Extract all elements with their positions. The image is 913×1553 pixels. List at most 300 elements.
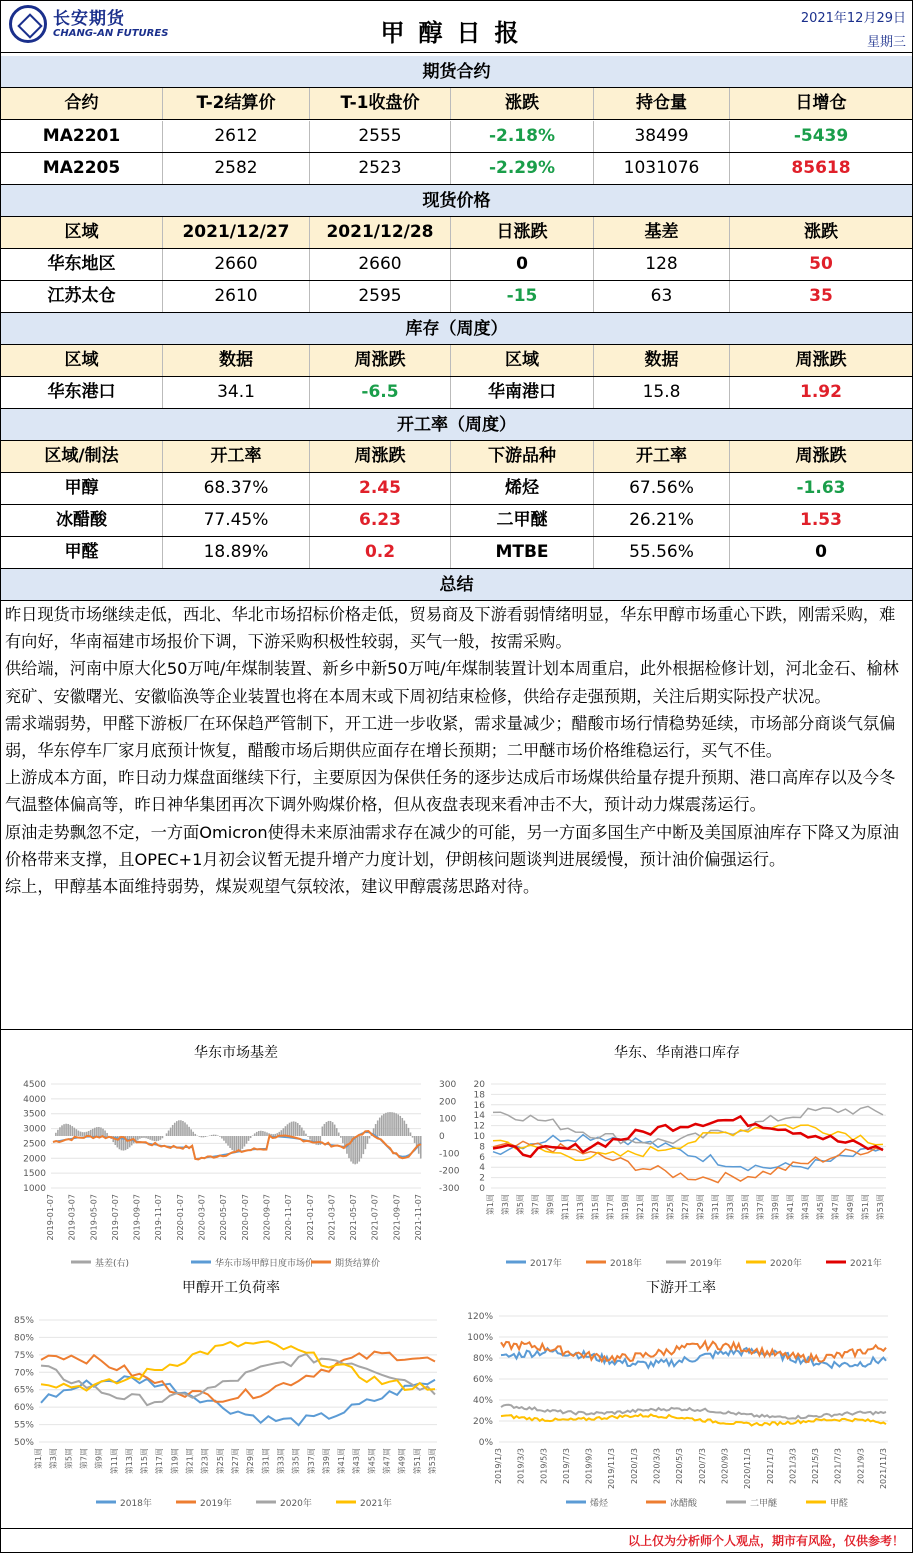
basis-bar	[342, 1136, 344, 1143]
basis-bar	[151, 1136, 153, 1141]
x-tick-label: 2019-01-07	[46, 1194, 55, 1241]
basis-bar	[141, 1136, 143, 1138]
y-tick-label: 6	[479, 1152, 485, 1163]
y-tick-label: 200	[439, 1097, 457, 1108]
basis-bar	[326, 1122, 328, 1136]
basis-bar	[192, 1132, 194, 1136]
basis-bar	[322, 1127, 324, 1136]
x-tick-label: 2019-05-07	[89, 1194, 99, 1241]
x-tick-label: 2021/5/3	[811, 1448, 821, 1484]
basis-bar	[153, 1136, 155, 1141]
x-tick-label: 第29周	[696, 1194, 705, 1221]
basis-bar	[274, 1134, 276, 1136]
basis-bar	[389, 1112, 391, 1136]
y-tick-label: -200	[439, 1166, 460, 1177]
x-tick-label: 2019/5/3	[539, 1448, 549, 1484]
report-header	[1, 1, 912, 53]
basis-bar	[231, 1136, 233, 1150]
operating-header-cell: 下游品种	[451, 441, 594, 472]
basis-bar	[219, 1136, 221, 1137]
legend-label: 2021年	[850, 1259, 882, 1269]
x-tick-label: 2021-11-07	[414, 1194, 423, 1241]
spot-cell: 华东地区	[1, 249, 163, 280]
basis-bar	[309, 1136, 311, 1140]
spot-header-cell: 涨跌	[804, 222, 838, 242]
basis-bar	[57, 1130, 59, 1136]
x-tick-label: 2021-09-07	[392, 1194, 402, 1241]
x-tick-label: 2020-09-07	[262, 1194, 272, 1241]
summary-paragraph: 需求端弱势，甲醛下游板厂在环保趋严管制下，开工进一步收紧，需求量减少；醋酸市场行情稳势延续，市场部分商谈气氛偏弱，华东停车厂家月底预计恢复，醋酸市场后期供应面存在增长预期；二甲醚市场价格维稳运行，买气不佳。	[5, 713, 896, 761]
footer-disclaimer: 以上仅为分析师个人观点，期市有风险，仅供参考！	[1, 1528, 912, 1553]
basis-bar	[340, 1136, 342, 1138]
y-tick-label: 300	[439, 1080, 457, 1090]
x-tick-label: 第33周	[726, 1194, 735, 1221]
legend-label: 基差(右)	[95, 1259, 130, 1269]
legend-label: 华东市场甲醇日度市场价	[215, 1259, 315, 1269]
basis-bar	[258, 1131, 260, 1136]
x-tick-label: 2020-07-07	[240, 1194, 250, 1241]
basis-bar	[127, 1136, 129, 1149]
x-tick-label: 第37周	[306, 1448, 316, 1475]
operating-cell: 6.23	[310, 505, 451, 536]
chart-title: 华东市场基差	[194, 1045, 278, 1061]
basis-bar	[365, 1136, 367, 1149]
basis-bar	[162, 1136, 164, 1138]
basis-bar	[96, 1127, 98, 1136]
x-tick-label: 2020/7/3	[697, 1448, 707, 1484]
spot-row	[1, 281, 912, 313]
futures-header-cell: T-1收盘价	[310, 88, 451, 119]
x-tick-label: 第37周	[756, 1194, 765, 1221]
basis-bar	[168, 1131, 170, 1136]
operating-row	[1, 505, 912, 537]
x-tick-label: 2019/11/3	[607, 1448, 617, 1490]
inventory-cell: 1.92	[800, 382, 842, 402]
spot-cell: 35	[809, 286, 833, 306]
basis-bar	[137, 1136, 139, 1140]
basis-bar	[90, 1130, 92, 1136]
x-tick-label: 第45周	[816, 1194, 825, 1221]
x-tick-label: 第9周	[94, 1448, 104, 1470]
y-tick-label: 2500	[23, 1139, 46, 1150]
futures-cell: 2555	[310, 121, 451, 152]
legend-label: 2017年	[530, 1259, 562, 1269]
series-line	[501, 1405, 886, 1419]
basis-bar	[412, 1136, 414, 1138]
basis-bar	[242, 1136, 244, 1149]
x-tick-label: 第35周	[741, 1194, 750, 1221]
report-date: 2021年12月29日	[800, 11, 906, 26]
basis-bar	[330, 1121, 332, 1136]
spot-cell: 江苏太仓	[1, 281, 163, 312]
basis-bar	[287, 1124, 289, 1136]
basis-bar	[145, 1136, 147, 1138]
futures-cell: 2582	[163, 153, 310, 184]
y-tick-label: 18	[473, 1090, 485, 1101]
chart-title: 甲醇开工负荷率	[182, 1280, 280, 1296]
inventory-header-cell: 数据	[163, 345, 310, 376]
futures-cell: 2612	[163, 121, 310, 152]
basis-bar	[248, 1136, 250, 1141]
basis-bar	[293, 1121, 295, 1136]
basis-bar	[260, 1131, 262, 1136]
inventory-header-cell: 区域	[1, 345, 163, 376]
operating-cell: 0	[815, 542, 827, 562]
legend-label: 烯烃	[590, 1499, 609, 1509]
futures-cell: MA2205	[1, 153, 163, 184]
x-tick-label: 第1周	[486, 1194, 495, 1216]
basis-bar	[379, 1118, 381, 1136]
basis-bar	[375, 1124, 377, 1136]
x-tick-label: 第11周	[109, 1448, 119, 1475]
basis-bar	[106, 1133, 108, 1136]
spot-header-cell: 2021/12/28	[310, 217, 451, 248]
x-tick-label: 第25周	[666, 1194, 675, 1221]
x-tick-label: 第43周	[801, 1194, 810, 1221]
basis-bar	[100, 1127, 102, 1136]
y-tick-label: -100	[439, 1149, 460, 1160]
operating-cell: MTBE	[451, 537, 594, 568]
legend-label: 2020年	[280, 1499, 312, 1509]
charts-area	[1, 1029, 912, 1527]
spot-header-row	[1, 217, 912, 249]
inventory-cell: -6.5	[310, 377, 451, 408]
basis-bar	[98, 1127, 100, 1136]
x-tick-label: 第17周	[606, 1194, 615, 1221]
basis-bar	[76, 1129, 78, 1136]
basis-bar	[55, 1133, 57, 1136]
basis-bar	[194, 1134, 196, 1136]
basis-bar	[406, 1124, 408, 1136]
basis-bar	[63, 1124, 65, 1136]
y-tick-label: 0	[439, 1132, 445, 1142]
x-tick-label: 第7周	[79, 1448, 89, 1470]
y-tick-label: 120%	[467, 1312, 493, 1322]
basis-bar	[336, 1128, 338, 1136]
basis-bar	[369, 1136, 371, 1138]
basis-bar	[156, 1136, 158, 1141]
operating-cell: 68.37%	[163, 473, 310, 504]
basis-bar	[410, 1132, 412, 1136]
x-tick-label: 第51周	[861, 1194, 870, 1221]
x-tick-label: 2019-09-07	[132, 1194, 142, 1241]
x-tick-label: 第27周	[231, 1448, 240, 1475]
basis-bar	[303, 1131, 305, 1136]
y-tick-label: 3500	[23, 1109, 46, 1120]
operating-cell: 26.21%	[594, 505, 730, 536]
x-tick-label: 第23周	[200, 1448, 210, 1475]
operating-cell: 55.56%	[594, 537, 730, 568]
x-tick-label: 2020/5/3	[675, 1448, 685, 1484]
spot-header-cell: 区域	[1, 217, 163, 248]
y-tick-label: 20%	[472, 1417, 493, 1427]
section-inventory: 库存（周度）	[1, 313, 912, 345]
basis-bar	[149, 1136, 151, 1140]
futures-header-cell: 日增仓	[795, 93, 847, 113]
basis-bar	[67, 1124, 69, 1136]
basis-bar	[354, 1136, 356, 1164]
basis-bar	[221, 1136, 223, 1138]
basis-bar	[170, 1128, 172, 1136]
spot-row	[1, 249, 912, 281]
x-tick-label: 第13周	[124, 1448, 134, 1475]
y-tick-label: 1500	[23, 1169, 46, 1180]
operating-cell: 1.53	[800, 510, 842, 530]
y-tick-label: 2	[479, 1173, 485, 1184]
x-tick-label: 第51周	[412, 1448, 422, 1475]
basis-bar	[71, 1126, 73, 1136]
x-tick-label: 第9周	[546, 1194, 555, 1216]
basis-bar	[201, 1136, 203, 1137]
x-tick-label: 第11周	[561, 1194, 570, 1221]
x-tick-label: 第29周	[246, 1448, 256, 1475]
inventory-cell: 15.8	[594, 377, 730, 408]
basis-bar	[385, 1113, 387, 1136]
report-title: 甲醇日报	[380, 19, 533, 47]
basis-bar	[184, 1122, 186, 1136]
basis-bar	[397, 1114, 399, 1136]
series-line	[41, 1341, 435, 1390]
basis-bar	[82, 1132, 84, 1136]
y-tick-label: 1000	[23, 1184, 46, 1194]
x-tick-label: 第3周	[49, 1448, 59, 1470]
basis-bar	[244, 1136, 246, 1147]
basis-bar	[289, 1123, 291, 1136]
futures-header-cell: 合约	[1, 88, 163, 119]
operating-cell: 烯烃	[451, 473, 594, 504]
spot-cell: -15	[451, 281, 594, 312]
operating-cell: 18.89%	[163, 537, 310, 568]
basis-bar	[361, 1136, 363, 1158]
x-tick-label: 第5周	[64, 1448, 74, 1470]
basis-bar	[225, 1136, 227, 1143]
summary-paragraph: 供给端，河南中原大化50万吨/年煤制装置、新乡中新50万吨/年煤制装置计划本周重启，此外根据检修计划，河北金石、榆林兖矿、安徽曙光、安徽临涣等企业装置也将在本周末或下周初结束检修，供给存走强预期，关注后期实际投产状况。	[5, 659, 899, 706]
y-tick-label: 0%	[478, 1438, 493, 1448]
basis-bar	[356, 1136, 358, 1164]
operating-cell: 0.2	[310, 537, 451, 568]
basis-bar	[395, 1113, 397, 1136]
spot-cell: 0	[451, 249, 594, 280]
basis-bar	[166, 1133, 168, 1136]
futures-header-cell: T-2结算价	[163, 88, 310, 119]
basis-bar	[414, 1136, 416, 1143]
y-tick-label: 4	[479, 1163, 485, 1174]
basis-bar	[391, 1112, 393, 1136]
spot-cell: 2660	[310, 249, 451, 280]
basis-bar	[182, 1121, 184, 1136]
spot-header-cell: 日涨跌	[451, 217, 594, 248]
futures-header-row	[1, 88, 912, 120]
basis-bar	[348, 1136, 350, 1158]
legend-label: 2021年	[360, 1499, 392, 1509]
futures-cell: 1031076	[594, 153, 730, 184]
x-tick-label: 第53周	[428, 1448, 437, 1475]
futures-row	[1, 153, 912, 185]
operating-cell: 2.45	[310, 473, 451, 504]
basis-bar	[92, 1129, 94, 1136]
basis-bar	[266, 1132, 268, 1136]
x-tick-label: 第45周	[367, 1448, 377, 1475]
operating-cell: 甲醇	[1, 473, 163, 504]
basis-bar	[211, 1135, 213, 1136]
basis-bar	[393, 1113, 395, 1136]
operating-row	[1, 537, 912, 569]
x-tick-label: 2021-07-07	[370, 1194, 380, 1241]
basis-bar	[223, 1136, 225, 1141]
basis-bar	[317, 1136, 319, 1145]
x-tick-label: 第33周	[276, 1448, 286, 1475]
legend-label: 2020年	[770, 1259, 802, 1269]
y-tick-label: 80%	[13, 1333, 34, 1344]
y-tick-label: 75%	[13, 1350, 34, 1361]
legend-label: 甲醛	[830, 1499, 849, 1509]
x-tick-label: 2021/7/3	[833, 1448, 843, 1484]
x-tick-label: 第25周	[215, 1448, 225, 1475]
y-tick-label: 3000	[23, 1124, 46, 1135]
basis-bar	[291, 1122, 293, 1136]
basis-bar	[186, 1124, 188, 1136]
basis-bar	[301, 1128, 303, 1136]
x-tick-label: 第7周	[531, 1194, 540, 1216]
operating-row	[1, 473, 912, 505]
x-tick-label: 2020/11/3	[743, 1448, 753, 1490]
operating-cell: 77.45%	[163, 505, 310, 536]
y-tick-label: 70%	[13, 1368, 34, 1379]
basis-bar	[213, 1135, 215, 1136]
x-tick-label: 第5周	[516, 1194, 525, 1216]
basis-bar	[334, 1125, 336, 1136]
basis-bar	[328, 1121, 330, 1136]
y-tick-label: 12	[473, 1121, 485, 1132]
basis-bar	[69, 1125, 71, 1136]
x-tick-label: 第21周	[636, 1194, 645, 1221]
legend-label: 2019年	[690, 1259, 722, 1269]
basis-bar	[143, 1136, 145, 1138]
basis-bar	[104, 1131, 106, 1136]
y-tick-label: 0	[479, 1184, 485, 1194]
basis-bar	[383, 1114, 385, 1136]
basis-bar	[94, 1128, 96, 1136]
basis-bar	[178, 1120, 180, 1136]
basis-bar	[399, 1116, 401, 1136]
basis-bar	[129, 1136, 131, 1147]
y-tick-label: 14	[473, 1111, 485, 1122]
x-tick-label: 第15周	[140, 1448, 150, 1475]
x-tick-label: 第31周	[261, 1448, 271, 1475]
futures-header-cell: 涨跌	[451, 88, 594, 119]
y-tick-label: 60%	[13, 1403, 34, 1414]
legend-label: 2018年	[120, 1499, 152, 1509]
basis-bar	[272, 1134, 274, 1136]
x-tick-label: 第39周	[771, 1194, 780, 1221]
basis-bar	[147, 1136, 149, 1139]
x-tick-label: 2019-03-07	[67, 1194, 77, 1241]
x-tick-label: 2019/3/3	[516, 1448, 526, 1484]
section-operating: 开工率（周度）	[1, 409, 912, 441]
x-tick-label: 2021/11/3	[879, 1448, 888, 1490]
operating-header-cell: 周涨跌	[310, 441, 451, 472]
basis-bar	[297, 1123, 299, 1136]
basis-bar	[338, 1133, 340, 1136]
x-tick-label: 第53周	[876, 1194, 885, 1221]
spot-cell: 50	[809, 254, 833, 274]
summary-paragraph: 上游成本方面，昨日动力煤盘面继续下行，主要原因为保供任务的逐步达成后市场煤供给量存提升预期、港口高库存以及今冬气温整体偏高等，昨日神华集团再次下调外购煤价格，但从夜盘表现来看冲击不大，预计动力煤震荡运行。	[5, 768, 896, 815]
basis-bar	[190, 1129, 192, 1136]
basis-bar	[172, 1125, 174, 1136]
legend-label: 期货结算价	[335, 1259, 381, 1269]
operating-cell: -1.63	[796, 478, 846, 498]
futures-cell: MA2201	[1, 121, 163, 152]
operating-header-row	[1, 441, 912, 473]
basis-bar	[254, 1133, 256, 1136]
y-tick-label: 40%	[472, 1396, 493, 1406]
spot-header-cell: 2021/12/27	[163, 217, 310, 248]
basis-bar	[188, 1127, 190, 1136]
futures-cell: 38499	[594, 121, 730, 152]
x-tick-label: 第15周	[591, 1194, 600, 1221]
basis-bar	[367, 1136, 369, 1144]
basis-bar	[84, 1132, 86, 1136]
x-tick-label: 2020-05-07	[219, 1194, 229, 1241]
y-tick-label: 16	[473, 1100, 485, 1111]
x-tick-label: 2021/3/3	[788, 1448, 798, 1484]
x-tick-label: 第3周	[501, 1194, 510, 1216]
x-tick-label: 第47周	[831, 1194, 840, 1221]
basis-bar	[229, 1136, 231, 1148]
summary-text	[5, 601, 908, 900]
basis-bar	[307, 1136, 309, 1137]
x-tick-label: 2021-05-07	[349, 1194, 359, 1241]
basis-bar	[180, 1120, 182, 1136]
operating-header-cell: 开工率	[594, 441, 730, 472]
inventory-header-cell: 数据	[594, 345, 730, 376]
y-tick-label: 55%	[13, 1420, 34, 1431]
futures-row	[1, 121, 912, 153]
spot-cell: 128	[594, 249, 730, 280]
inventory-row	[1, 377, 912, 409]
basis-bar	[215, 1135, 217, 1136]
report-weekday: 星期三	[866, 35, 906, 50]
basis-bar	[402, 1118, 404, 1136]
basis-bar	[305, 1134, 307, 1136]
basis-bar	[78, 1131, 80, 1136]
basis-bar	[332, 1122, 334, 1136]
operating-cell: 67.56%	[594, 473, 730, 504]
chart-title: 下游开工率	[646, 1280, 716, 1296]
basis-bar	[240, 1136, 242, 1151]
x-tick-label: 2020-03-07	[197, 1194, 207, 1241]
y-tick-label: 20	[473, 1080, 485, 1090]
x-tick-label: 2019/1/3	[494, 1448, 503, 1484]
basis-bar	[381, 1115, 383, 1136]
basis-bar	[233, 1136, 235, 1151]
futures-cell: 85618	[791, 158, 851, 178]
spot-header-cell: 基差	[594, 217, 730, 248]
summary-paragraph: 原油走势飘忽不定，一方面Omicron使得未来原油需求存在减少的可能，另一方面多国生产中断及美国原油库存下降又为原油价格带来支撑，且OPEC+1月初会议暂无提升增产力度计划，伊朗核问题谈判进展缓慢，预计油价偏强运行。	[5, 822, 899, 869]
brand-name-cn: 长安期货	[53, 9, 125, 29]
basis-bar	[199, 1136, 201, 1137]
basis-bar	[264, 1132, 266, 1136]
x-tick-label: 第49周	[397, 1448, 407, 1475]
basis-bar	[174, 1123, 176, 1136]
legend-label: 2019年	[200, 1499, 232, 1509]
series-line	[501, 1414, 886, 1425]
y-tick-label: 80%	[472, 1354, 493, 1364]
inventory-cell: 华南港口	[451, 377, 594, 408]
x-tick-label: 2020-11-07	[284, 1194, 294, 1241]
basis-bar	[358, 1136, 360, 1162]
x-tick-label: 第17周	[155, 1448, 165, 1475]
